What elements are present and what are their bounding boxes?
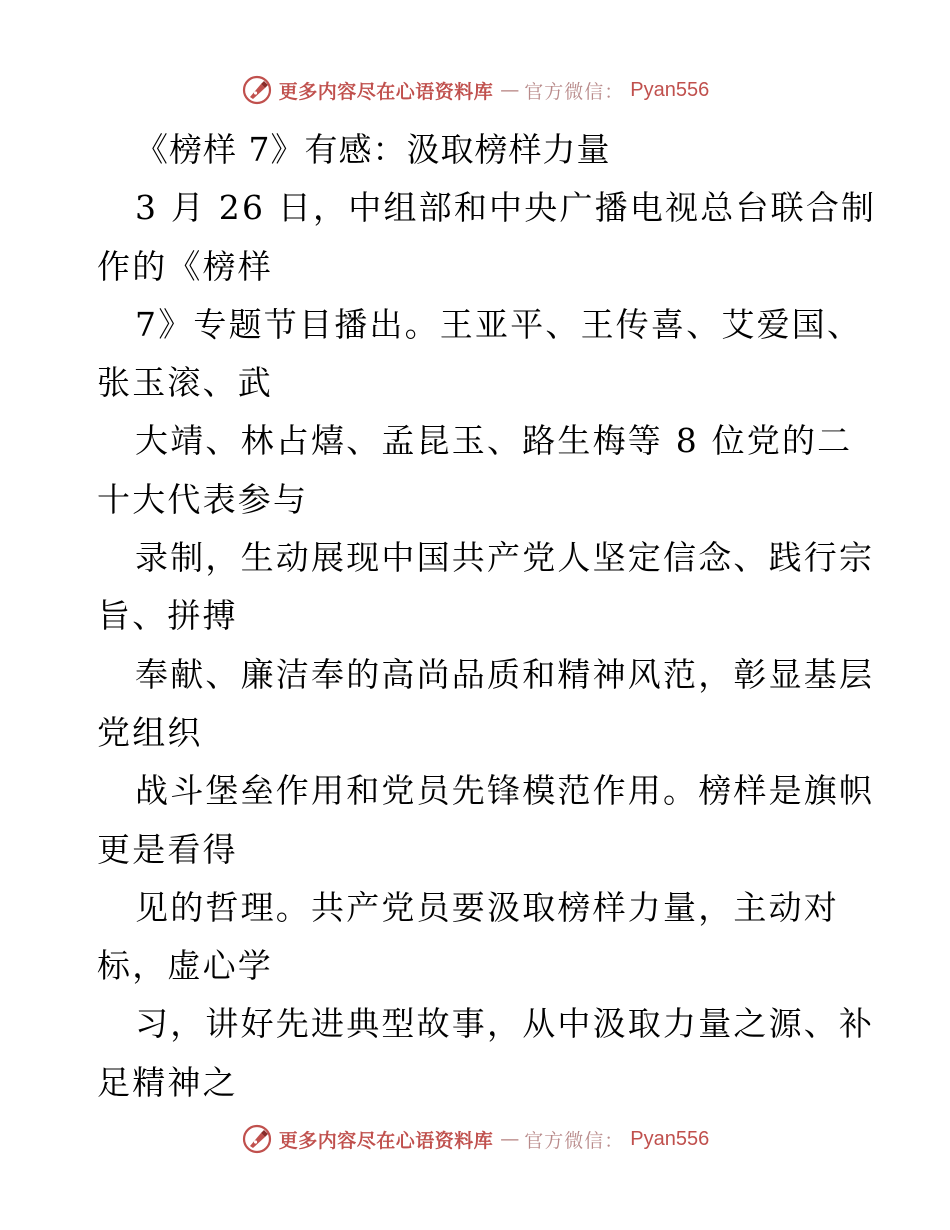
text-line: 张玉滚、武 [97, 363, 273, 403]
footer-banner [0, 1119, 950, 1159]
text-line: 录制，生动展现中国共产党人坚定信念、践行宗 [135, 538, 875, 578]
banner-separator: — [500, 1128, 518, 1150]
text-line: 旨、拼搏 [97, 596, 238, 636]
banner-main-text: 更多内容尽在心语资料库 [278, 1129, 494, 1152]
text-line: 十大代表参与 [97, 479, 309, 519]
text-line: 党组织 [97, 712, 203, 752]
banner-wechat-label: 官方微信： [524, 1129, 625, 1152]
text-line: 习，讲好先进典型故事，从中汲取力量之源、补 [135, 1004, 875, 1044]
text-line: 奉献、廉洁奉的高尚品质和精神风范，彰显基层 [135, 654, 875, 694]
banner-wechat-id: Pyan556 [630, 78, 710, 101]
document-body [97, 121, 877, 1112]
document-title: 《榜样 7》有感：汲取榜样力量 [135, 130, 611, 169]
text-line: 足精神之 [97, 1062, 238, 1102]
text-line: 见的哲理。共产党员要汲取榜样力量，主动对 [135, 887, 839, 927]
banner-content [241, 1123, 710, 1155]
text-line: 战斗堡垒作用和党员先锋模范作用。榜样是旗帜 [135, 771, 875, 811]
text-line: 大靖、林占熺、孟昆玉、路生梅等 8 位党的二 [135, 421, 853, 461]
text-line: 作的《榜样 [97, 246, 273, 286]
banner-wechat-label: 官方微信： [524, 80, 625, 103]
text-line: 3 月 26 日，中组部和中央广播电视总台联合制 [135, 188, 877, 228]
pen-nib-logo-icon [241, 74, 273, 106]
banner-wechat-id: Pyan556 [630, 1127, 710, 1150]
pen-nib-logo-icon [241, 1123, 273, 1155]
text-line: 更是看得 [97, 829, 238, 869]
text-line: 7》专题节目播出。王亚平、王传喜、艾爱国、 [135, 304, 863, 344]
banner-separator: — [500, 79, 518, 101]
banner-content [241, 74, 710, 106]
header-banner [0, 70, 950, 110]
text-line: 标，虚心学 [97, 946, 273, 986]
banner-main-text: 更多内容尽在心语资料库 [278, 80, 494, 103]
